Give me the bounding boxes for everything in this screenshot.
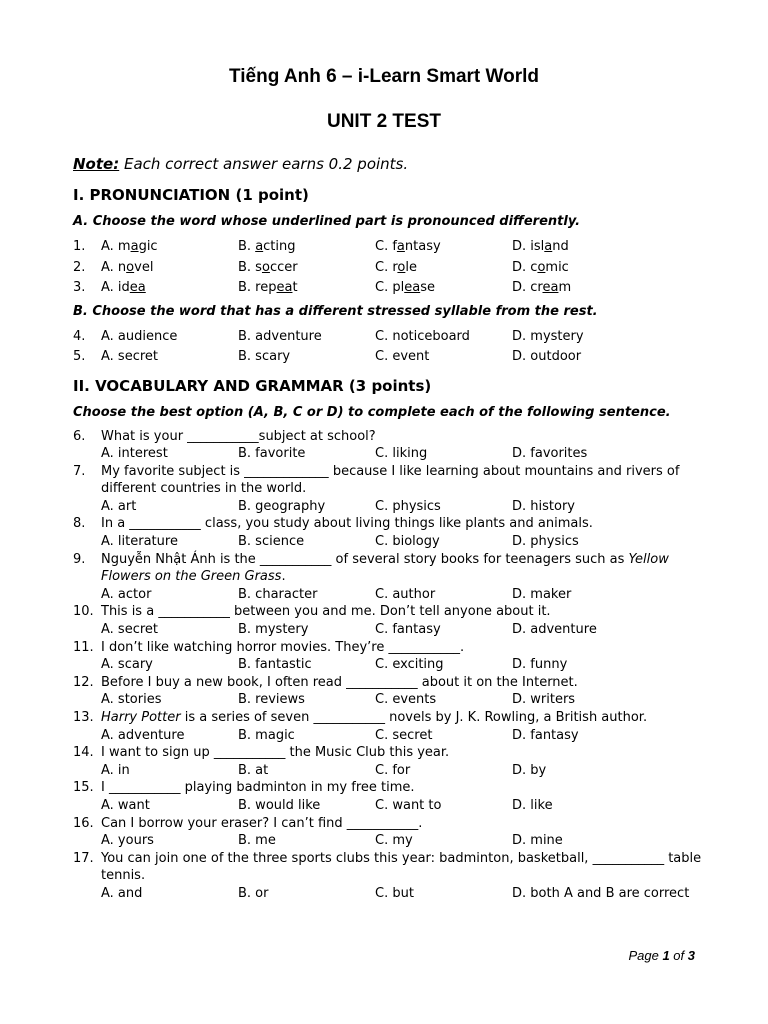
answer-option: C. author — [375, 586, 436, 602]
underlined-part: ea — [404, 280, 421, 295]
answer-options — [73, 885, 703, 903]
answer-option: B. magic — [238, 727, 295, 743]
answer-option: A. audience — [101, 328, 178, 344]
question-row — [73, 347, 703, 368]
document-title: Tiếng Anh 6 – i-Learn Smart World — [228, 66, 540, 87]
answer-option: A. stories — [101, 692, 162, 708]
page-number: 1 — [662, 948, 670, 963]
document-subtitle: UNIT 2 TEST — [326, 111, 441, 132]
question-text: Nguyễn Nhật Ánh is the ___________ of several story books for teenagers such as Yellow Flowers on the Green Grass. — [101, 551, 669, 585]
answer-option: D. cream — [512, 280, 572, 295]
answer-option: A. interest — [101, 446, 168, 462]
answer-option: D. favorites — [512, 446, 588, 462]
question-item — [73, 428, 703, 446]
underlined-part: a — [396, 239, 405, 254]
underlined-part: o — [261, 259, 270, 275]
answer-options — [73, 586, 703, 604]
underlined-part: o — [537, 259, 546, 275]
answer-option: C. fantasy — [375, 622, 441, 638]
answer-option: C. biology — [375, 534, 440, 550]
answer-option: A. idea — [101, 280, 146, 295]
answer-option: D. mystery — [512, 328, 584, 344]
question-text: You can join one of the three sports clubs this year: badminton, basketball, ___________ table tennis. — [101, 850, 702, 884]
section-vocabulary-heading: II. VOCABULARY AND GRAMMAR (3 points) — [73, 376, 432, 395]
question-number: 2. — [73, 259, 86, 275]
answer-option: C. my — [375, 833, 413, 849]
part-a-instruction: A. Choose the word whose underlined part is pronounced differently. — [73, 214, 581, 229]
answer-option: A. magic — [101, 239, 158, 254]
question-number: 8. — [73, 516, 86, 532]
answer-options — [73, 727, 703, 745]
book-title: Harry Potter — [101, 710, 181, 725]
answer-option: D. by — [512, 762, 547, 778]
question-number: 11. — [73, 639, 94, 655]
answer-option: B. character — [238, 586, 318, 602]
answer-option: B. mystery — [238, 622, 309, 638]
answer-option: B. geography — [238, 498, 326, 514]
answer-option: A. secret — [101, 622, 159, 638]
answer-option: B. me — [238, 833, 276, 849]
question-item — [73, 551, 703, 586]
answer-option: B. favorite — [238, 446, 306, 462]
answer-option: D. mine — [512, 833, 563, 849]
answer-option: C. noticeboard — [375, 328, 470, 344]
vocabulary-questions — [73, 428, 703, 903]
answer-option: D. fantasy — [512, 727, 579, 743]
question-number: 4. — [73, 328, 86, 344]
question-item — [73, 744, 703, 762]
question-number: 13. — [73, 710, 94, 725]
answer-option: A. scary — [101, 657, 153, 673]
answer-option: A. literature — [101, 534, 178, 550]
answer-option: D. island — [512, 239, 569, 254]
answer-option: C. event — [375, 349, 430, 364]
answer-option: D. adventure — [512, 622, 597, 638]
answer-option: B. reviews — [238, 692, 305, 708]
answer-option: B. or — [238, 885, 269, 901]
answer-options — [73, 762, 703, 780]
answer-options — [73, 656, 703, 674]
question-number: 5. — [73, 349, 86, 364]
question-item — [73, 639, 703, 657]
book-title: Yellow Flowers on the Green Grass — [101, 551, 669, 585]
underlined-part: ea — [129, 280, 146, 295]
answer-options — [73, 832, 703, 850]
question-item — [73, 515, 703, 533]
answer-option: D. writers — [512, 692, 576, 708]
page-word: Page — [628, 948, 659, 963]
question-number: 6. — [73, 428, 86, 444]
answer-option: A. secret — [101, 349, 159, 364]
question-number: 17. — [73, 850, 94, 866]
answer-options — [73, 445, 703, 463]
question-item — [73, 815, 703, 833]
question-item — [73, 603, 703, 621]
underlined-part: ea — [276, 280, 293, 295]
answer-option: C. liking — [375, 446, 428, 462]
answer-option: D. maker — [512, 586, 572, 602]
question-number: 14. — [73, 745, 94, 761]
answer-options — [73, 797, 703, 815]
underlined-part: o — [397, 259, 406, 275]
answer-option: A. novel — [101, 259, 154, 275]
page-footer — [628, 948, 695, 963]
question-row — [73, 258, 703, 279]
answer-option: C. secret — [375, 727, 433, 743]
answer-option: D. outdoor — [512, 349, 582, 364]
underlined-part: a — [544, 239, 553, 254]
answer-option: A. and — [101, 885, 143, 901]
answer-option: A. yours — [101, 833, 154, 849]
section-pronunciation-heading: I. PRONUNCIATION (1 point) — [73, 186, 309, 204]
question-text: In a ___________ class, you study about living things like plants and animals. — [101, 516, 593, 532]
question-text: I don’t like watching horror movies. They’re ___________. — [101, 639, 465, 655]
answer-options — [73, 691, 703, 709]
part-b-instruction: B. Choose the word that has a different stressed syllable from the rest. — [73, 303, 598, 319]
answer-option: A. want — [101, 797, 150, 813]
answer-option: B. acting — [238, 239, 296, 254]
question-row — [73, 237, 703, 258]
question-number: 12. — [73, 674, 94, 690]
answer-option: C. role — [375, 259, 417, 275]
question-text: Harry Potter is a series of seven ___________ novels by J. K. Rowling, a British author. — [101, 710, 648, 725]
answer-option: B. scary — [238, 349, 291, 364]
question-item — [73, 674, 703, 692]
answer-option: C. want to — [375, 797, 442, 813]
answer-option: D. comic — [512, 259, 569, 275]
answer-options — [73, 533, 703, 551]
question-item — [73, 709, 703, 727]
underlined-part: a — [255, 239, 264, 254]
question-number: 9. — [73, 551, 86, 567]
answer-option: D. both A and B are correct — [512, 885, 690, 901]
underlined-part: o — [126, 259, 135, 275]
question-number: 10. — [73, 604, 94, 620]
of-word: of — [673, 948, 685, 963]
answer-option: A. art — [101, 498, 137, 514]
page-total: 3 — [687, 948, 695, 963]
answer-option: B. would like — [238, 797, 321, 813]
question-text: Can I borrow your eraser? I can’t find ___________. — [101, 815, 423, 831]
question-text: I ___________ playing badminton in my free time. — [101, 780, 415, 796]
underlined-part: a — [130, 239, 139, 254]
question-text: My favorite subject is _____________ because I like learning about mountains and rivers of different countries in the world. — [101, 463, 680, 497]
answer-option: C. for — [375, 762, 411, 778]
question-row — [73, 327, 703, 348]
section2-instruction: Choose the best option (A, B, C or D) to complete each of the following sentence. — [73, 404, 671, 420]
answer-option: D. like — [512, 797, 553, 813]
question-item — [73, 463, 703, 498]
answer-option: C. exciting — [375, 657, 444, 673]
question-text: What is your ___________subject at school? — [101, 428, 376, 444]
answer-option: C. but — [375, 885, 414, 901]
question-number: 1. — [73, 239, 86, 254]
question-text: Before I buy a new book, I often read ___________ about it on the Internet. — [101, 674, 578, 690]
note-text: Each correct answer earns 0.2 points. — [119, 155, 409, 173]
answer-option: B. science — [238, 534, 305, 550]
answer-option: D. funny — [512, 657, 568, 673]
answer-option: B. soccer — [238, 259, 298, 275]
question-text: This is a ___________ between you and me. Don’t tell anyone about it. — [101, 604, 551, 620]
answer-option: D. history — [512, 498, 575, 514]
question-row — [73, 278, 703, 299]
question-number: 7. — [73, 463, 86, 479]
scoring-note — [73, 154, 703, 174]
answer-option: C. fantasy — [375, 239, 441, 254]
answer-option: B. repeat — [238, 280, 298, 295]
answer-option: A. in — [101, 762, 130, 778]
answer-options — [73, 498, 703, 516]
question-number: 3. — [73, 280, 86, 295]
note-label: Note: — [73, 155, 120, 173]
answer-option: C. please — [375, 280, 435, 295]
question-item — [73, 850, 703, 885]
question-number: 15. — [73, 780, 94, 796]
answer-option: B. at — [238, 762, 269, 778]
answer-option: C. events — [375, 692, 437, 708]
answer-option: B. fantastic — [238, 657, 312, 673]
answer-option: A. actor — [101, 586, 152, 602]
question-item — [73, 779, 703, 797]
question-number: 16. — [73, 815, 94, 831]
answer-option: C. physics — [375, 498, 441, 514]
part-b-questions — [73, 327, 703, 368]
answer-option: A. adventure — [101, 727, 185, 743]
question-text: I want to sign up ___________ the Music Club this year. — [101, 745, 450, 761]
answer-option: B. adventure — [238, 328, 322, 344]
test-content — [73, 154, 703, 903]
answer-options — [73, 621, 703, 639]
part-a-questions — [73, 237, 703, 299]
answer-option: D. physics — [512, 534, 579, 550]
underlined-part: ea — [542, 280, 559, 295]
